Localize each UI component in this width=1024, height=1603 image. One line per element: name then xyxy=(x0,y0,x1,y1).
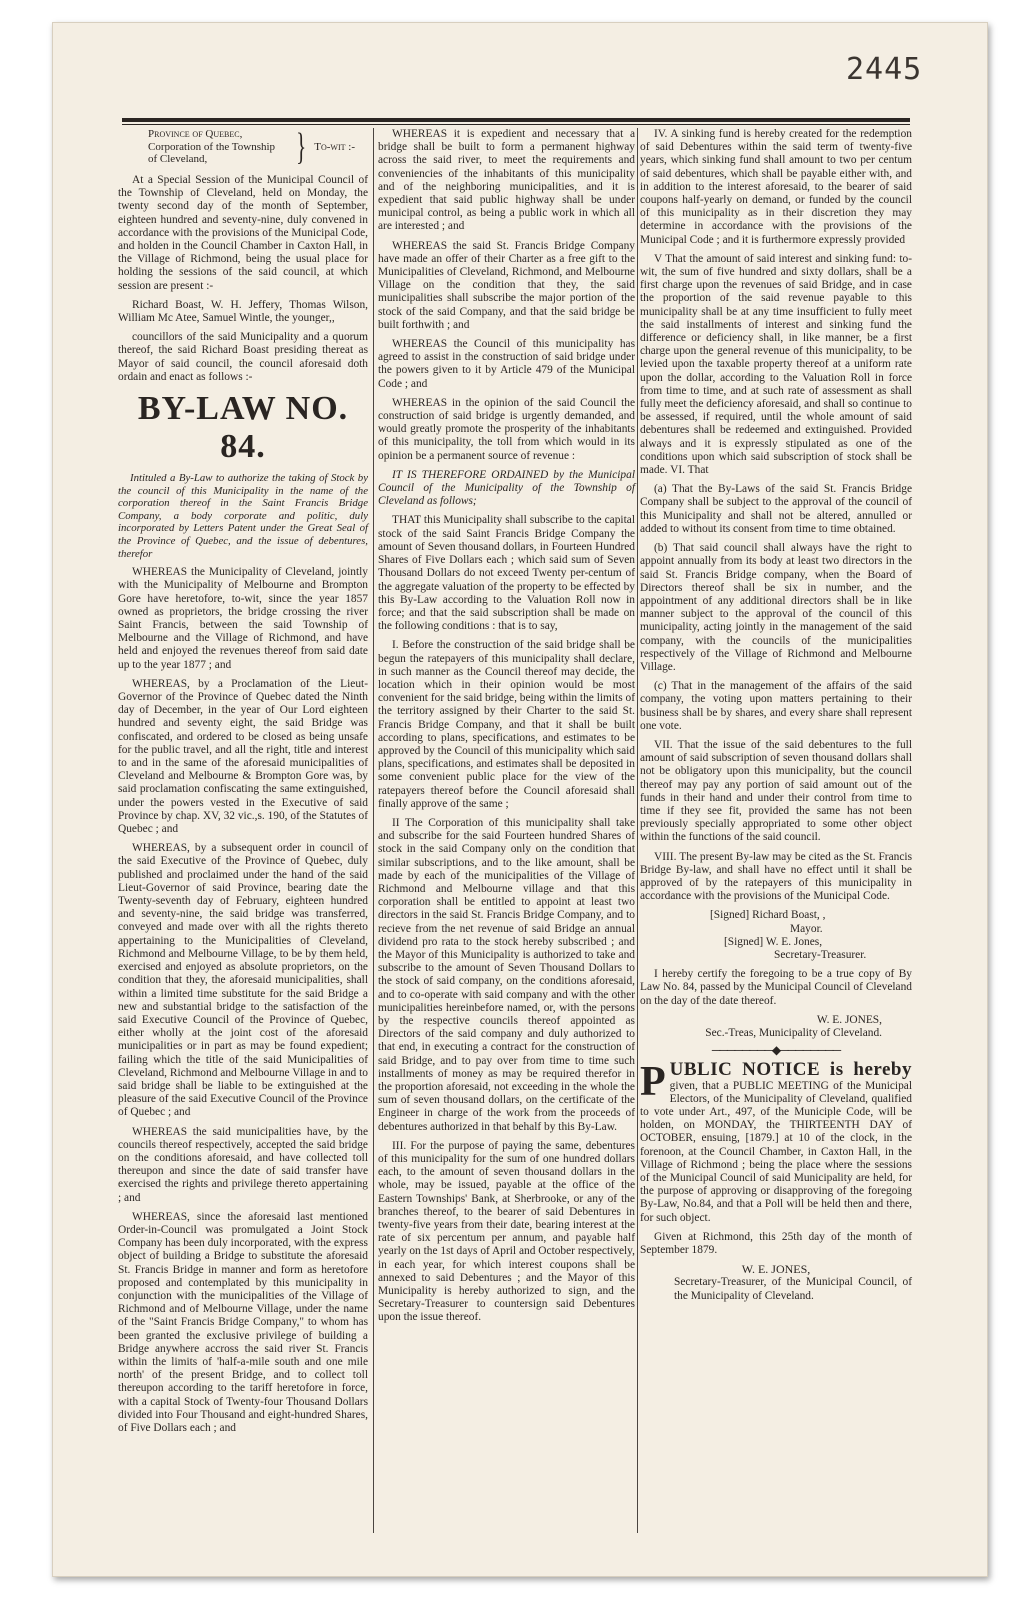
paragraph: VIII. The present By-law may be cited as the St. Francis Bridge By-law, and shall have no effect until it shall be approved of by the ratepayers of this municipality in accordance with the provisions of the Municipal Code. xyxy=(640,850,912,903)
paragraph: Richard Boast, W. H. Jeffery, Thomas Wilson, William Mc Atee, Samuel Wintle, the younger,, xyxy=(118,298,368,325)
paragraph: (b) That said council shall always have the right to appoint annually from its body at least two directors in the said St. Francis Bridge company, when the Board of Directors thereof shall be six in number, and the appointment of any additional directors shall be in like manner subject to the approval of the council of this municipality, acting jointly in the management of the said company, with the councils of the municipalities respectively of the Village of Richmond and Melbourne Village. xyxy=(640,542,912,673)
paragraph: WHEREAS the said St. Francis Bridge Company have made an offer of their Charter as a free gift to the Municipalities of Cleveland, Richmond, and Melbourne Village on the condition that they, the said municipalities shall subscribe the major portion of the stock of the said Company, and that the said bridge be built forthwith ; and xyxy=(378,239,635,331)
public-notice xyxy=(640,1059,912,1224)
paragraph: (c) That in the management of the affairs of the said company, the voting upon matters pertaining to their business shall be by shares, and every share shall represent one vote. xyxy=(640,680,912,732)
paragraph: (a) That the By-Laws of the said St. Francis Bridge Company shall be subject to the approval of the council of this Municipality and shall not be altered, annulled or added to without its consent from time to time obtained. xyxy=(640,483,912,535)
paragraph: WHEREAS, by a subsequent order in council of the said Executive of the Province of Quebec, duly published and proclaimed under the hand of the said Lieut-Governor of said Province, bearing date the Twenty-seventh day of February, eighteen hundred and seventy-nine, the said bridge was transferred, conveyed and made over with all the rights thereto appertaining to the Municipalities of Cleveland, Richmond and Melbourne Village, to be by them held, exercised and enjoyed as absolute proprietors, on the condition that they, the aforesaid municipalities, shall within a limited time substitute for the said Bridge a new and substantial bridge to the satisfaction of the said Executive Council of the Province of Quebec, either wholly at the joint cost of the aforesaid municipalities or in part as may be found expedient; failing which the title of the said Municipalities of Cleveland, Richmond and Melbourne Village in and to said bridge shall be liable to be extinguished at the pleasure of the said Executive Council of the Province of Quebec ; and xyxy=(118,842,368,1119)
notice-signature xyxy=(640,1263,912,1303)
secretary-title: Secretary-Treasurer. xyxy=(774,948,867,961)
cert-name: W. E. JONES, xyxy=(816,1013,882,1026)
column-3 xyxy=(640,128,912,1309)
page-number: 2445 xyxy=(846,52,923,87)
notice-signer-title: Secretary-Treasurer, of the Municipal Council, of the Municipality of Cleveland. xyxy=(674,1276,912,1302)
column-2 xyxy=(378,128,635,1331)
mayor-title: Mayor. xyxy=(790,922,823,935)
notice-dropcap: P xyxy=(640,1059,666,1106)
column-divider xyxy=(637,128,638,1533)
province-line: of Cleveland, xyxy=(148,153,208,166)
to-wit: To-wit :- xyxy=(314,140,355,153)
column-1 xyxy=(118,128,368,1441)
paragraph: I. Before the construction of the said bridge shall be begun the ratepayers of this municipality shall declare, in such manner as the Council thereof may decide, the location which in their opinion would be most convenient for the said bridge, being within the limits of the territory assigned by their Charter to the said St. Francis Bridge Company, and that it shall be built according to plans, specifications, and estimates to be approved by the Council of this municipality which said plans, specifications, and estimates shall be deposited in some convenient public place for the view of the ratepayers thereof before the Council aforesaid shall finally approve of the same ; xyxy=(378,639,635,810)
paragraph: THAT this Municipality shall subscribe to the capital stock of the said Saint Francis Bridge Company the amount of Seven thousand dollars, in Fourteen Hundred Shares of Five Dollars each ; which said sum of Seven Thousand Dollars do not exceed Twenty per-centum of the aggregate valuation of the property to be effected by this By-Law according to the Valuation Roll now in force; and that the said subscription shall be made on the following conditions : that is to say, xyxy=(378,514,635,633)
ornamental-divider: ────────◆──────── xyxy=(711,1043,841,1058)
paragraph: V That the amount of said interest and sinking fund: to-wit, the sum of five hundred and sixty dollars, shall be a first charge upon the revenues of said Bridge, and in case the proportion of the said revenue payable to this municipality shall be at any time insufficient to fully meet the said installments of interest and sinking fund the difference or deficiency shall, in like manner, be a first charge upon the general revenue of this municipality, to be levied upon the taxable property thereof at a uniform rate upon the dollar, according to the Valuation Roll in force from time to time, and at such rate of assessment as shall fully meet the deficiency aforesaid, and shall so continue to be assessed, if required, until the whole amount of said debentures shall be redeemed and extinguished. Provided always and it is expressly stipulated as one of the conditions upon which said subscription of stock shall be made. VI. That xyxy=(640,252,912,477)
signature-block xyxy=(640,909,912,962)
paragraph: IV. A sinking fund is hereby created for the redemption of said Debentures within the said term of twenty-five years, which sinking fund shall amount to two per centum of said debentures, which shall be payable either with, and in addition to the interest aforesaid, to the bearer of said coupons half-yearly on demand, or funded by the council of this municipality as in their discretion they may determine in accordance with the provisions of the Municipal Code ; and it is furthermore expressly provided xyxy=(640,128,912,246)
paragraph: councillors of the said Municipality and a quorum thereof, the said Richard Boast presiding thereat as Mayor of said council, the council aforesaid doth ordain and enact as follows :- xyxy=(118,331,368,383)
paragraph: WHEREAS the said municipalities have, by the councils thereof respectively, accepted the said bridge on the conditions aforesaid, and have collected toll thereupon and since the date of said transfer have exercised the rights and privilege thereto appertaining ; and xyxy=(118,1125,368,1204)
ordained-clause: IT IS THEREFORE ORDAINED by the Municipal Council of the Municipality of the Township of Cleveland as follows; xyxy=(378,468,635,508)
secretary-signature: [Signed] W. E. Jones, xyxy=(724,935,823,948)
given-date: Given at Richmond, this 25th day of the month of September 1879. xyxy=(640,1230,912,1257)
notice-body: given, that a PUBLIC MEETING of the Municipal Electors, of the Municipality of Cleveland, qualified to vote under Art., 497, of the Municiple Code, will be holden, on MONDAY, the THIRTEENTH DAY of OCTOBER, ensuing, [1879.] at 10 of the clock, in the forenoon, at the Council Chamber, in Caxton Hall, in the Village of Richmond ; being the place where the sessions of the Municipal Council of said Municipality are held, for the purpose of approving or disapproving of the foregoing By-Law, No.84, and that a Poll will be held then and there, for such object. xyxy=(640,1079,912,1224)
paragraph: At a Special Session of the Municipal Council of the Township of Cleveland, held on Monday, the twenty second day of the month of September, eighteen hundred and seventy-nine, duly convened in accordance with the provisions of the Municipal Code, and holden in the Council Chamber in Caxton Hall, in the Village of Richmond, being the usual place for holding the sessions of the said council, at which session are present :- xyxy=(118,174,368,292)
notice-heading: UBLIC NOTICE is hereby xyxy=(669,1059,912,1081)
header-rule xyxy=(122,118,910,122)
header-rule-thin xyxy=(122,124,910,125)
paragraph: II The Corporation of this municipality shall take and subscribe for the said Fourteen hundred Shares of stock in the said Company only on the condition that similar subscriptions, and to the like amount, shall be made by each of the municipalities of the Village of Richmond and Melbourne village and that this corporation shall be entitled to appoint at least two directors in the said St. Francis Bridge Company, and to recieve from the net revenue of said Bridge an annual dividend pro rata to the stock hereby subscribed ; and the Mayor of this Municipality is authorized to take and subscribe to the amount of Seven Thousand Dollars to the stock of said company, on the conditions aforesaid, and to co-operate with said company and with the other municipalities hereinbefore named, or, with the persons by the respective councils thereof appointed as Directors of the said company and duly authorized to that end, in executing a contract for the construction of said Bridge, and to pay over from time to time such installments of money as may be required therefor in the proportion aforesaid, not exceeding in the whole the sum of seven thousand dollars, on the certificate of the Engineer in charge of the work from the proceeds of debentures authorized in that behalf by this By-Law. xyxy=(378,816,635,1133)
province-heading xyxy=(118,128,368,166)
certification: I hereby certify the foregoing to be a true copy of By Law No. 84, passed by the Municipal Council of Cleveland on the day of the date thereof. xyxy=(640,968,912,1007)
paragraph: WHEREAS the Council of this municipality has agreed to assist in the construction of said bridge under the powers given to it by Article 479 of the Municipal Code ; and xyxy=(378,338,635,390)
mayor-signature: [Signed] Richard Boast, , xyxy=(710,909,826,922)
province-line: Province of Quebec, xyxy=(148,128,243,141)
column-divider xyxy=(373,128,374,1533)
bylaw-intitulation: Intituled a By-Law to authorize the taking of Stock by the council of this Municipality in the name of the corporation thereof in the Saint Francis Bridge Company, a body corporate and politic, duly incorporated by Letters Patent under the Great Seal of the Province of Quebec, and the issue of debentures, therefor xyxy=(118,472,368,560)
cert-title: Sec.-Treas, Municipality of Cleveland. xyxy=(705,1027,882,1039)
bylaw-title: BY-LAW NO. 84. xyxy=(137,390,349,466)
paragraph: WHEREAS in the opinion of the said Council the construction of said bridge is urgently demanded, and would greatly promote the prosperity of the inhabitants of this municipality, the toll from which would in its opinion be a permanent source of revenue : xyxy=(378,396,635,462)
paragraph: VII. That the issue of the said debentures to the full amount of said subscription of seven thousand dollars shall not be obligatory upon this municipality, but the council thereof may pay any portion of said amount out of the funds in their hand and under their control from time to time if they see fit, provided the same has not been previously specially appropriated to some other object within the functions of the said council. xyxy=(640,738,912,844)
paragraph: WHEREAS, since the aforesaid last mentioned Order-in-Council was promulgated a Joint Stock Company has been duly incorporated, with the express object of building a Bridge to substitute the aforesaid St. Francis Bridge in manner and form as heretofore proposed and contemplated by this municipality in conjunction with the municipalities of the Village of Richmond and of Melbourne Village, under the name of the "Saint Francis Bridge Company," to whom has been granted the exclusive privilege of building a Bridge anywhere accross the said river St. Francis within the limits of 'half-a-mile south and one mile north' of the present Bridge, and to collect toll thereupon according to the tariff heretofore in force, with a capital Stock of Twenty-four Thousand Dollars divided into Four Thousand and eight-hundred Shares, of Five Dollars each ; and xyxy=(118,1210,368,1434)
certification-signer xyxy=(640,1014,912,1040)
paragraph: WHEREAS the Municipality of Cleveland, jointly with the Municipality of Melbourne and Brompton Gore have heretofore, to-wit, since the year 1857 owned as proprietors, the bridge crossing the river Saint Francis, between the said Township of Melbourne and the Village of Richmond, and have held and enjoyed the revenues thereof from said date up to the year 1877 ; and xyxy=(118,566,368,671)
brace-glyph: } xyxy=(296,126,307,168)
province-line: Corporation of the Township xyxy=(148,140,276,153)
paragraph: III. For the purpose of paying the same, debentures of this municipality for the sum of one hundred dollars each, to the amount of seven thousand dollars in the whole, may be issued, payable at the office of the Eastern Townships' Bank, at Sherbrooke, or any of the branches thereof, to the bearer of said Debentures in twenty-five years from their date, bearing interest at the rate of six percentum per annum, and payable half yearly on the 1st days of April and October respectively, in each year, for which interest coupons shall be annexed to said Debentures ; and the Mayor of this Municipality is hereby authorized to sign, and the Secretary-Treasurer to countersign said Debentures upon the issue thereof. xyxy=(378,1139,635,1324)
paragraph: WHEREAS, by a Proclamation of the Lieut-Governor of the Province of Quebec dated the Ninth day of December, in the year of Our Lord eighteen hundred and seventy eight, the said Bridge was confiscated, and ordered to be closed as being unsafe for the public travel, and all the right, title and interest to and in the same of the aforesaid municipalities of Cleveland and Melbourne & Brompton Gore was, by said proclamation confiscating the same extinguished, under the powers vested in the Executive of said Province by chap. XV, 32 vic.,s. 190, of the Statutes of Quebec ; and xyxy=(118,677,368,836)
paragraph: WHEREAS it is expedient and necessary that a bridge shall be built to form a permanent highway across the said river, to meet the requirements and conveniencies of the inhabitants of this municipality and of the neighboring municipalities, and it is expedient that said public highway shall be under municipal control, as being a public work in which all are interested ; and xyxy=(378,128,635,233)
notice-signer-name: W. E. JONES, xyxy=(741,1262,811,1277)
